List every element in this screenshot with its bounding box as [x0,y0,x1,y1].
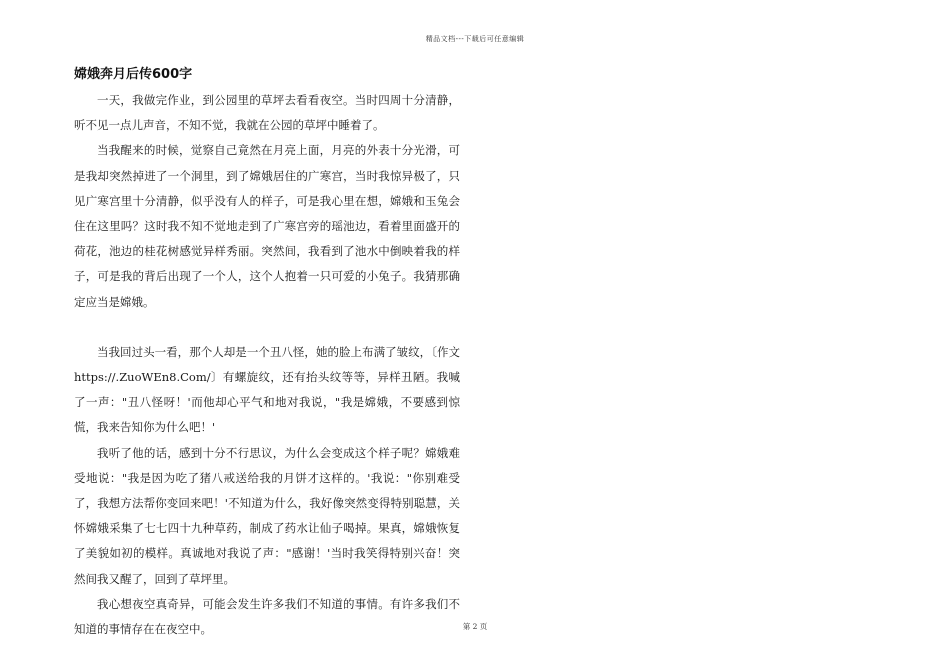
paragraph-4: 我听了他的话，感到十分不行思议，为什么会变成这个样子呢？嫦娥难受地说："我是因为吃了猪八戒送给我的月饼才这样的。'我说："你别难受了，我想方法帮你变回来吧！'不知道为什么，我好像突然变得特别聪慧，关怀嫦娥采集了七七四十九种草药，制成了药水让仙子喝掉。果真，嫦娥恢复了美貌如初的模样。真诚地对我说了声："感谢！'当时我笑得特别兴奋！突然间我又醒了，回到了草坪里。 [74,445,460,586]
paragraph-1: 一天，我做完作业，到公园里的草坪去看看夜空。当时四周十分清静，听不见一点儿声音，不知不觉，我就在公园的草坪中睡着了。 [74,93,460,133]
paragraph-5: 我心想夜空真奇异，可能会发生许多我们不知道的事情。有许多我们不知道的事情存在在夜空中。 [74,596,460,637]
paragraph-gap [74,315,460,340]
document-body [74,88,460,642]
document-title: 嫦娥奔月后传600字 [74,67,193,82]
page-header: 精品文档---下载后可任意编辑 [425,35,525,43]
paragraph-2: 当我醒来的时候，觉察自己竟然在月亮上面，月亮的外表十分光滑，可是我却突然掉进了一个洞里，到了嫦娥居住的广寒宫，当时我惊异极了，只见广寒宫里十分清静，似乎没有人的样子，可是我心里在想，嫦娥和玉兔会住在这里吗？这时我不知不觉地走到了广寒宫旁的瑶池边，看着里面盛开的荷花，池边的桂花树感觉异样秀丽。突然间，我看到了池水中倒映着我的样子，可是我的背后出现了一个人，这个人抱着一只可爱的小兔子。我猜那确定应当是嫦娥。 [74,143,460,309]
paragraph-3: 当我回过头一看，那个人却是一个丑八怪，她的脸上布满了皱纹，〔作文https://.ZuoWEn8.Com/〕有螺旋纹，还有抬头纹等等，异样丑陋。我喊了一声："丑八怪呀！'而他却心平气和地对我说，"我是嫦娥，不要感到惊慌，我来告知你为什么吧！' [74,344,460,435]
page-number: 第 2 页 [462,622,488,631]
